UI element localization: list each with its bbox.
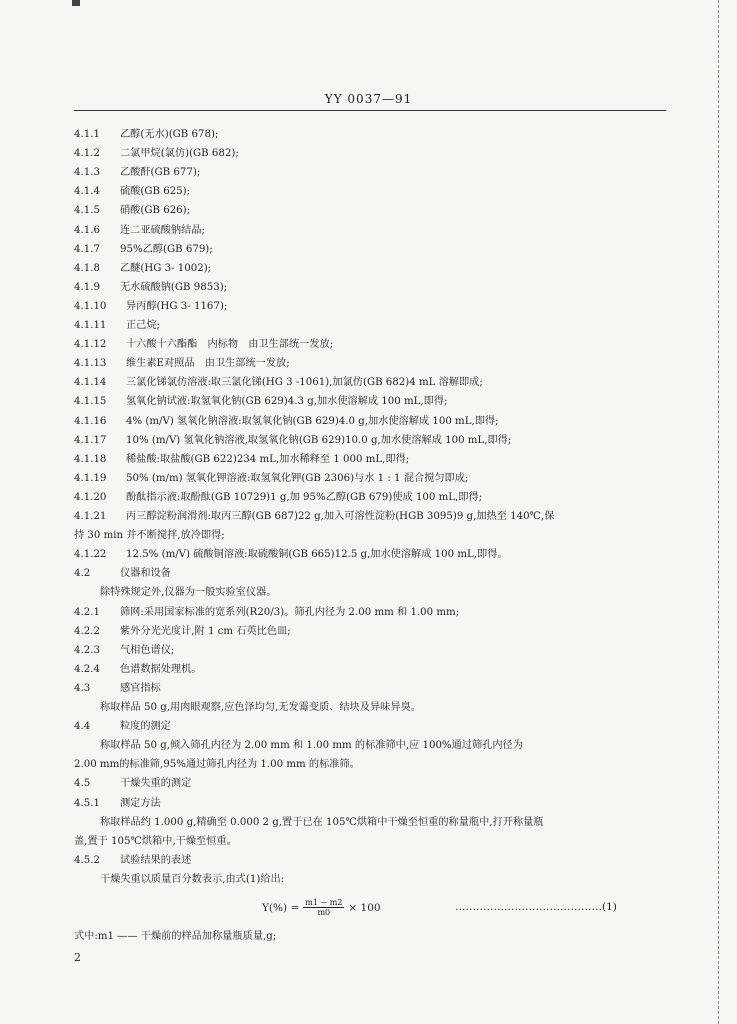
clause-text: 称取样品约 1.000 g,精确至 0.000 2 g,置于已在 105℃烘箱中干燥至恒重的称量瓶中,打开称量瓶 — [100, 816, 544, 828]
formula-numerator: m1 − m2 — [305, 898, 343, 907]
clause-text: 稀盐酸:取盐酸(GB 622)234 mL,加水稀释至 1 000 mL,即得; — [126, 453, 410, 465]
clause-text: 十六酸十六酯酯 内标物 由卫生部统一发放; — [126, 339, 334, 351]
clause-number: 4.1.16 — [74, 415, 107, 427]
text-line — [74, 262, 674, 276]
clause-number: 4.1.4 — [74, 186, 100, 198]
clause-text: 称取样品 50 g,倾入筛孔内径为 2.00 mm 和 1.00 mm 的标准筛中,应 100%通过筛孔内径为 — [100, 740, 523, 752]
clause-number: 4.1.21 — [74, 511, 107, 522]
text-line — [74, 835, 674, 849]
formula-lhs: Y(%) = — [262, 901, 300, 914]
clause-text: 4% (m/V) 氢氧化钠溶液:取氢氧化钠(GB 629)4.0 g,加水使溶解成 100 mL,即得; — [126, 415, 499, 427]
clause-text: 硝酸(GB 626); — [120, 205, 191, 217]
clause-number: 4.1.12 — [74, 339, 107, 351]
clause-text: 10% (m/V) 氢氧化钠溶液,取氢氧化钠(GB 629)10.0 g,加水使溶解成 100 mL,即得; — [126, 434, 512, 446]
clause-number: 4.1.6 — [74, 224, 100, 236]
clause-text: 95%乙醇(GB 679); — [120, 243, 213, 255]
text-line — [74, 357, 674, 371]
clause-text: 异丙醇(HG 3- 1167); — [126, 300, 228, 312]
clause-text: 二氯甲烷(氯仿)(GB 682); — [120, 148, 239, 160]
clause-number: 4.5.1 — [74, 797, 100, 809]
text-line — [100, 873, 700, 887]
text-line — [74, 625, 674, 639]
clause-number: 4.1.14 — [74, 377, 107, 389]
clause-text: 氢氧化钠试液:取氢氧化钠(GB 629)4.3 g,加水使溶解成 100 mL,即得; — [126, 396, 448, 408]
clause-text: 仪器和设备 — [120, 568, 171, 580]
clause-number: 4.2.4 — [74, 663, 100, 675]
equation-number: ……………………………………(1) — [455, 901, 617, 913]
clause-text: 2.00 mm的标准筛,95%通过筛孔内径为 1.00 mm 的标准筛。 — [74, 759, 360, 771]
text-line — [74, 281, 674, 295]
text-line — [74, 415, 674, 429]
clause-text: 试验结果的表述 — [120, 854, 192, 866]
text-line — [74, 510, 674, 524]
clause-number: 4.1.13 — [74, 358, 107, 370]
clause-number: 4.1.3 — [74, 167, 100, 179]
formula — [262, 898, 381, 917]
text-line — [74, 606, 674, 620]
text-line — [74, 682, 674, 696]
formula-denominator: m0 — [317, 908, 331, 917]
text-line — [74, 204, 674, 218]
clause-number: 4.1.7 — [74, 243, 100, 255]
clause-number: 4.2.2 — [74, 625, 100, 637]
text-line — [74, 319, 674, 333]
clause-text: 干燥失重以质量百分数表示,由式(1)给出: — [100, 873, 285, 885]
text-line — [74, 644, 674, 658]
text-line — [74, 548, 674, 562]
clause-text: 酚酞指示液:取酚酞(GB 10729)1 g,加 95%乙醇(GB 679)使成 100 mL,即得; — [126, 491, 483, 503]
clause-number: 4.5 — [74, 778, 91, 790]
text-line — [74, 395, 674, 409]
clause-number: 4.1.22 — [74, 549, 107, 561]
clause-text: 盖,置于 105℃烘箱中,干燥至恒重。 — [74, 835, 237, 847]
text-line — [100, 701, 700, 715]
text-line — [74, 128, 674, 142]
text-line — [74, 491, 674, 505]
formula-rhs: × 100 — [348, 901, 381, 914]
text-line — [74, 376, 674, 390]
text-line — [100, 586, 700, 600]
clause-text: 乙酸酐(GB 677); — [120, 167, 201, 179]
clause-number: 4.1.1 — [74, 129, 100, 140]
clause-text: 色谱数据处理机。 — [120, 663, 202, 675]
clause-number: 4.3 — [74, 682, 91, 694]
text-line — [74, 529, 674, 543]
clause-text: 乙醚(HG 3- 1002); — [120, 262, 212, 274]
clause-text: 筛网:采用国家标准的宽系列(R20/3)。筛孔内径为 2.00 mm 和 1.00 mm; — [120, 606, 460, 618]
text-line — [74, 854, 674, 868]
clause-text: 气相色谱仪; — [120, 644, 175, 656]
page-number: 2 — [74, 951, 81, 964]
clause-text: 感官指标 — [120, 682, 161, 694]
clause-text: 连二亚硫酸钠结晶; — [120, 224, 205, 236]
page-edge — [718, 0, 720, 1024]
text-line — [74, 243, 674, 257]
clause-number: 4.2.3 — [74, 644, 100, 656]
clause-number: 4.1.5 — [74, 205, 100, 217]
clause-text: 乙醇(无水)(GB 678); — [120, 129, 219, 140]
text-line — [74, 338, 674, 352]
clause-number: 4.4 — [74, 721, 91, 733]
clause-number: 4.1.20 — [74, 491, 107, 503]
clause-number: 4.5.2 — [74, 854, 100, 866]
text-line — [74, 224, 674, 238]
text-line — [100, 739, 700, 753]
clause-text: 三氯化锑氯仿溶液:取三氯化锑(HG 3 -1061),加氯仿(GB 682)4 mL 溶解即成; — [126, 377, 483, 389]
scan-mark — [72, 0, 80, 6]
clause-number: 4.1.9 — [74, 281, 100, 293]
clause-text: 粒度的测定 — [120, 721, 171, 733]
clause-number: 4.1.18 — [74, 453, 107, 465]
text-line — [74, 758, 674, 772]
clause-text: 丙三醇淀粉润滑剂:取丙三醇(GB 687)22 g,加入可溶性淀粉(HGB 3095)9 g,加热至 140℃,保 — [126, 511, 555, 522]
text-line — [74, 663, 674, 677]
text-line — [74, 777, 674, 791]
text-line — [74, 720, 674, 734]
clause-text: 称取样品 50 g,用肉眼观察,应色泽均匀,无发霉变质、结块及异味异臭。 — [100, 702, 421, 713]
text-line — [74, 567, 674, 581]
clause-text: 除特殊规定外,仪器为一般实验室仪器。 — [100, 587, 277, 599]
clause-text: 硫酸(GB 625); — [120, 186, 191, 198]
text-line — [74, 472, 674, 486]
text-line — [74, 797, 674, 811]
text-line — [100, 816, 700, 830]
clause-text: 测定方法 — [120, 797, 161, 809]
header-rule — [74, 110, 666, 111]
clause-text: 紫外分光光度计,附 1 cm 石英比色皿; — [120, 625, 291, 637]
clause-text: 持 30 min 并不断搅拌,放冷即得; — [74, 530, 225, 542]
clause-text: 干燥失重的测定 — [120, 778, 192, 790]
text-line — [74, 453, 674, 467]
clause-number: 4.1.15 — [74, 396, 107, 408]
clause-number: 4.1.19 — [74, 472, 107, 484]
text-line — [74, 434, 674, 448]
page-header: YY 0037—91 — [324, 92, 413, 106]
text-line — [74, 300, 674, 314]
where-line: 式中:m1 —— 干燥前的样品加称量瓶质量,g; — [74, 931, 277, 942]
clause-number: 4.1.2 — [74, 148, 100, 160]
text-line — [74, 166, 674, 180]
clause-text: 12.5% (m/V) 硫酸铜溶液:取硫酸铜(GB 665)12.5 g,加水使溶解成 100 mL,即得。 — [126, 549, 508, 561]
clause-number: 4.2.1 — [74, 606, 100, 618]
clause-text: 无水硫酸钠(GB 9853); — [120, 281, 228, 293]
clause-number: 4.1.17 — [74, 434, 107, 446]
clause-number: 4.1.8 — [74, 262, 100, 274]
clause-text: 50% (m/m) 氢氧化钾溶液:取氢氧化钾(GB 2306)与水 1 : 1 混合搅匀即成; — [126, 472, 469, 484]
clause-text: 维生素E对照品 由卫生部统一发放; — [126, 358, 290, 370]
text-line — [74, 147, 674, 161]
clause-number: 4.1.11 — [74, 320, 107, 331]
clause-text: 正己烷; — [126, 320, 160, 331]
formula-fraction — [303, 898, 344, 917]
clause-number: 4.2 — [74, 568, 91, 580]
text-line — [74, 185, 674, 199]
clause-number: 4.1.10 — [74, 300, 107, 312]
